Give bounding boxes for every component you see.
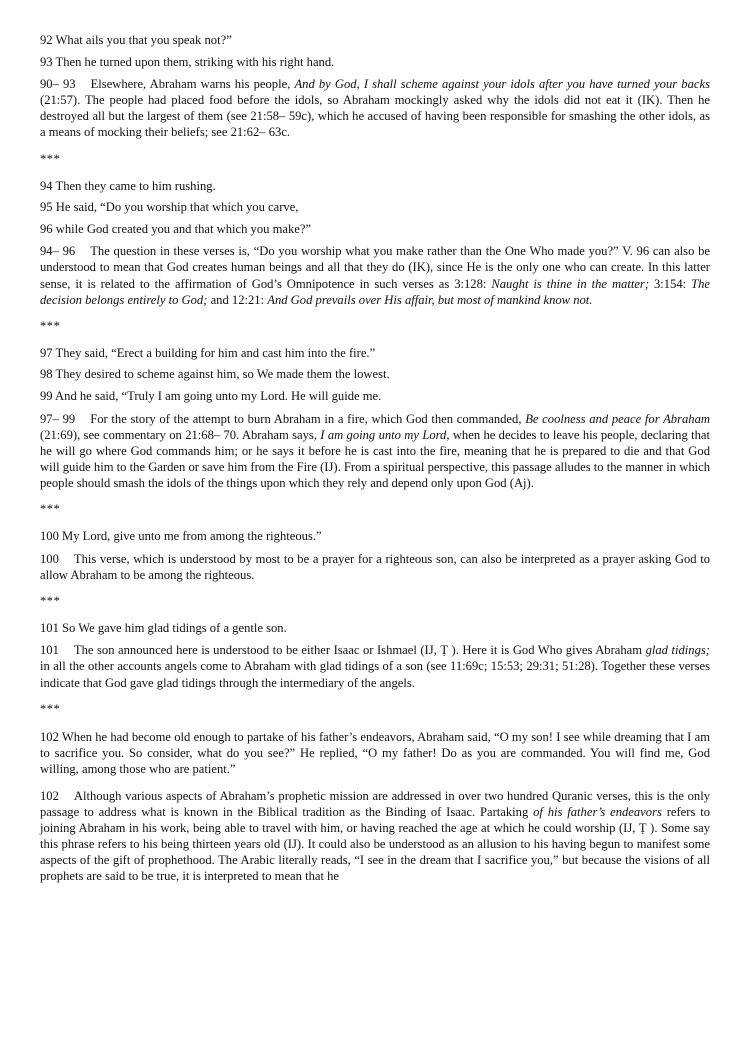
commentary-text: 3:154: [649, 276, 692, 291]
quran-quote-italic: glad tidings; [645, 643, 710, 658]
quran-quote-italic: Naught is thine in the matter; [491, 276, 650, 291]
commentary-102 [40, 788, 710, 885]
verse-92: 92 What ails you that you speak not?” [40, 33, 232, 47]
commentary-text: refers to joining Abraham in his work, being able to travel with him, or having reached the age at which he could worship (IJ, Ṭ ). Some say this phrase refers to his being thirteen years old (IJ). It could also be understood as an allusion to his having begun to manifest some aspects of the gift of prophethood. The Arabic literally reads, “I see in the dream that I sacrifice you,” but because the visions of all prophets are said to be true, it is interpreted to mean that he [40, 805, 710, 884]
separator-4: *** [40, 593, 61, 608]
verse-98: 98 They desired to scheme against him, so We made them the lowest. [40, 367, 390, 382]
verse-100: 100 My Lord, give unto me from among the righteous.” [40, 528, 322, 543]
commentary-verse-ref: 102 [40, 788, 59, 803]
verse-102: 102 When he had become old enough to partake of his father’s endeavors, Abraham said, “O my son! I see while dreaming that I am to sacrifice you. So consider, what do you see?” He replied, “O my father! Do as you are commanded. You will find me, God willing, among those who are patient.” [40, 729, 710, 776]
separator-2: *** [40, 318, 61, 333]
commentary-97-99 [40, 411, 710, 491]
page-content [40, 33, 710, 895]
commentary-verse-ref: 101 [40, 643, 59, 658]
quran-quote-italic: of his father’s endeavors [533, 805, 662, 819]
quran-quote-italic: The decision belongs entirely to God; [40, 276, 711, 307]
commentary-text: Elsewhere, Abraham warns his people, [90, 77, 295, 92]
commentary-text: (21:57). The people had placed food before the idols, so Abraham mockingly asked why the idols did not eat it (IK). Then he destroyed all but the largest of them (see 21:58– 59c), which he accused of having been responsible for smashing the other idols, as a means of mocking their beliefs; see 21:62– 63c. [40, 93, 710, 140]
block-spacer [40, 890, 710, 895]
commentary-text: Although various aspects of Abraham’s prophetic mission are addressed in over two hundred Quranic verses, this is the only passage to address what is known in the Biblical tradition as the Binding of Isaac. Partaking [40, 788, 710, 819]
commentary-100 [40, 551, 710, 583]
commentary-90-93 [40, 76, 710, 140]
commentary-101 [40, 642, 710, 690]
commentary-text: The question in these verses is, “Do you worship what you make rather than the One Who made you?” V. 96 can also be understood to mean that God creates human beings and all that they do (IK), since He is the only one who can create. In this latter sense, it is related to the affirmation of God’s Omnipotence in such verses as 3:128: [40, 244, 710, 291]
quran-quote-italic: I am going unto my Lord, [320, 427, 450, 442]
verse-93: 93 Then he turned upon them, striking with his right hand. [40, 54, 335, 69]
verse-95: 95 He said, “Do you worship that which you carve, [40, 200, 299, 215]
separator-1: *** [40, 151, 61, 166]
commentary-verse-ref: 94– 96 [40, 244, 76, 259]
commentary-94-96 [40, 243, 710, 307]
quran-quote-italic: And by God, I shall scheme against your idols after you have turned your backs [294, 77, 710, 92]
verse-97: 97 They said, “Erect a building for him and cast him into the fire.” [40, 345, 376, 360]
commentary-text: and 12:21: [207, 292, 268, 307]
commentary-text: This verse, which is understood by most to be a prayer for a righteous son, can also be interpreted as a prayer asking God to allow Abraham to be among the righteous. [40, 551, 710, 582]
commentary-verse-ref: 97– 99 [40, 411, 76, 426]
commentary-text: The son announced here is understood to be either Isaac or Ishmael (IJ, Ṭ ). Here it is God Who gives Abraham [73, 643, 646, 658]
quran-quote-italic: And God prevails over His affair, but most of mankind know not. [267, 292, 593, 307]
commentary-text: in all the other accounts angels come to Abraham with glad tidings of a son (see 11:69c; 15:53; 29:31; 51:28). Together these verses indicate that God gave glad tidings through the intermediary of the angels. [40, 659, 710, 690]
quran-quote-italic: Be coolness and peace for Abraham [525, 411, 710, 426]
separator-5: *** [40, 701, 61, 716]
verse-101: 101 So We gave him glad tidings of a gentle son. [40, 620, 287, 635]
commentary-text: when he decides to leave his people, declaring that he will go where God commands him; or he says it before he is cast into the fire, meaning that he is prepared to die and that God will guide him to the Garden or save him from the Fire (IJ). From a spiritual perspective, this passage alludes to the manner in which people should smash the idols of the things upon which they rely and depend only upon God (Aj). [40, 427, 710, 490]
verse-96: 96 while God created you and that which you make?” [40, 221, 312, 236]
commentary-text: For the story of the attempt to burn Abraham in a fire, which God then commanded, [90, 411, 526, 426]
separator-3: *** [40, 501, 61, 516]
commentary-verse-ref: 100 [40, 551, 59, 566]
verse-99: 99 And he said, “Truly I am going unto my Lord. He will guide me. [40, 388, 382, 403]
verse-94: 94 Then they came to him rushing. [40, 178, 216, 193]
commentary-text: (21:69), see commentary on 21:68– 70. Abraham says, [40, 427, 321, 442]
commentary-verse-ref: 90– 93 [40, 77, 76, 92]
